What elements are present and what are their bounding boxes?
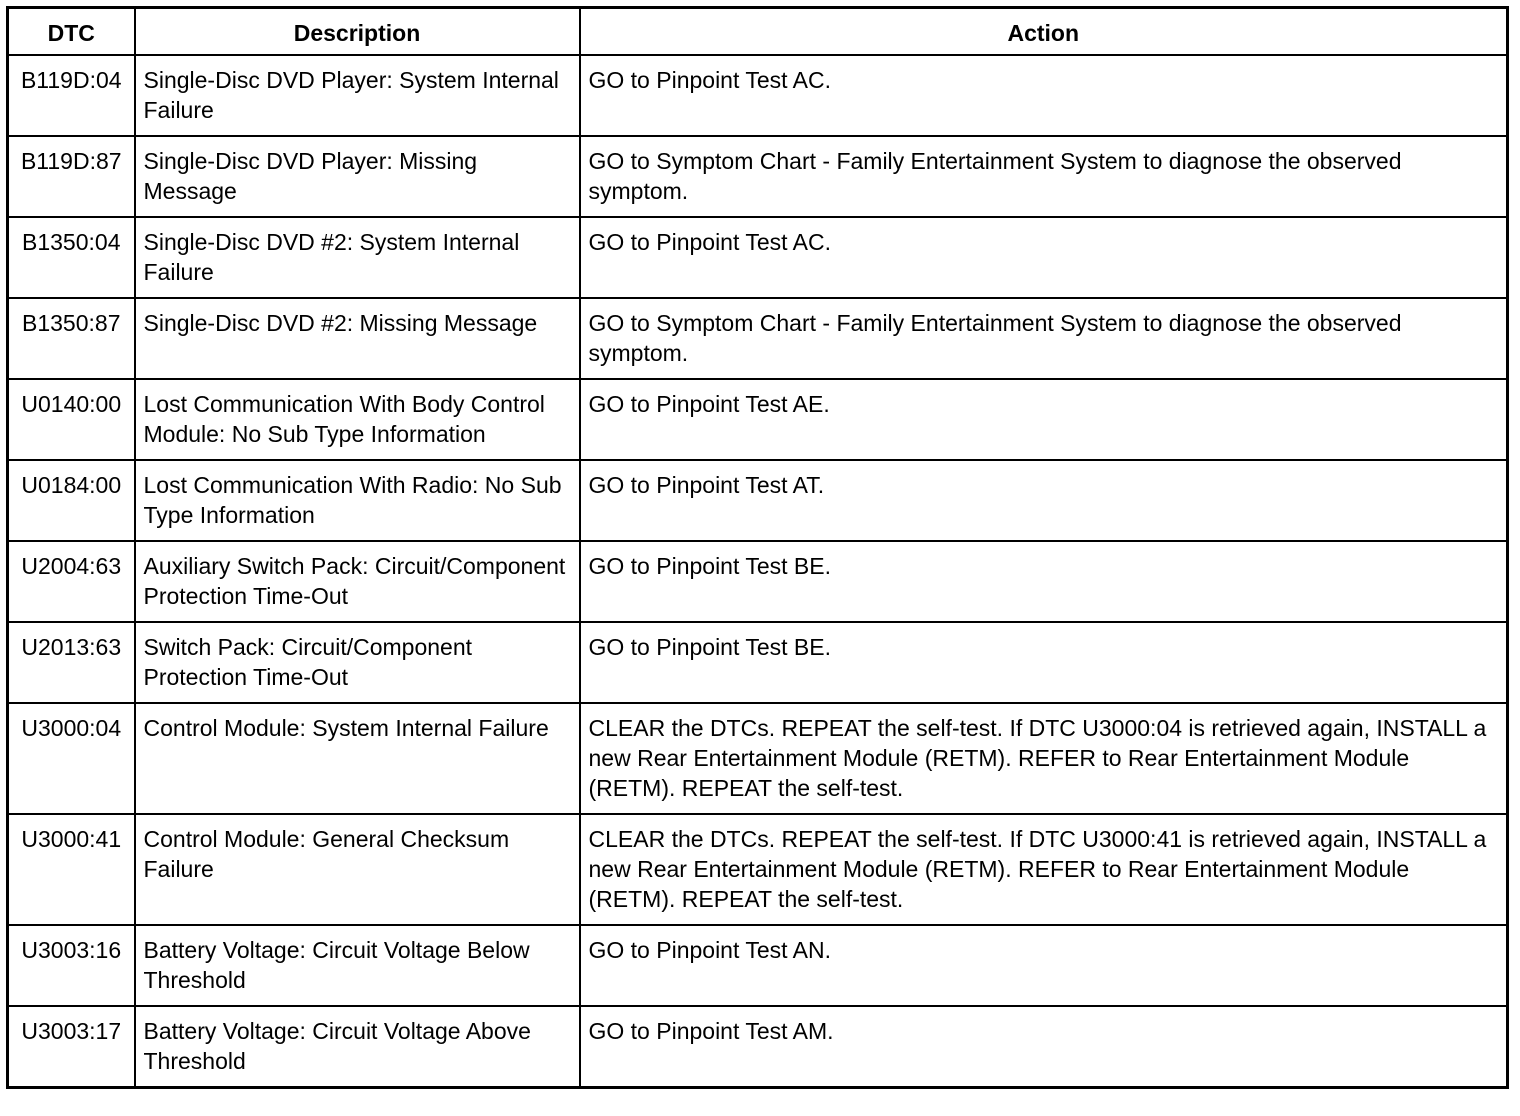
dtc-code: U3003:16	[8, 925, 135, 1006]
table-row	[8, 814, 1508, 925]
table-row	[8, 460, 1508, 541]
dtc-description: Battery Voltage: Circuit Voltage Above Threshold	[135, 1006, 580, 1088]
dtc-description: Single-Disc DVD Player: Missing Message	[135, 136, 580, 217]
dtc-action: GO to Pinpoint Test AT.	[580, 460, 1508, 541]
dtc-action: GO to Pinpoint Test AC.	[580, 217, 1508, 298]
dtc-code: U0140:00	[8, 379, 135, 460]
table-body	[8, 55, 1508, 1088]
header-action: Action	[580, 8, 1508, 56]
dtc-action: GO to Pinpoint Test AE.	[580, 379, 1508, 460]
dtc-description: Control Module: System Internal Failure	[135, 703, 580, 814]
dtc-description: Lost Communication With Radio: No Sub Type Information	[135, 460, 580, 541]
dtc-code: U3000:41	[8, 814, 135, 925]
dtc-description: Control Module: General Checksum Failure	[135, 814, 580, 925]
dtc-code: U2013:63	[8, 622, 135, 703]
dtc-action: GO to Pinpoint Test BE.	[580, 541, 1508, 622]
table-row	[8, 541, 1508, 622]
dtc-action: GO to Pinpoint Test AM.	[580, 1006, 1508, 1088]
header-dtc: DTC	[8, 8, 135, 56]
dtc-description: Switch Pack: Circuit/Component Protection Time-Out	[135, 622, 580, 703]
dtc-description: Single-Disc DVD Player: System Internal Failure	[135, 55, 580, 136]
dtc-code: U0184:00	[8, 460, 135, 541]
dtc-action: GO to Pinpoint Test AC.	[580, 55, 1508, 136]
dtc-action: CLEAR the DTCs. REPEAT the self-test. If DTC U3000:04 is retrieved again, INSTALL a new Rear Entertainment Module (RETM). REFER to Rear Entertainment Module (RETM). REPEAT the self-test.	[580, 703, 1508, 814]
dtc-code: U3000:04	[8, 703, 135, 814]
dtc-code: B119D:87	[8, 136, 135, 217]
dtc-code: B1350:87	[8, 298, 135, 379]
dtc-action: GO to Pinpoint Test AN.	[580, 925, 1508, 1006]
table-row	[8, 217, 1508, 298]
table-row	[8, 703, 1508, 814]
table-row	[8, 298, 1508, 379]
table-row	[8, 622, 1508, 703]
table-header	[8, 8, 1508, 56]
dtc-action: GO to Pinpoint Test BE.	[580, 622, 1508, 703]
dtc-code: U2004:63	[8, 541, 135, 622]
dtc-code: B119D:04	[8, 55, 135, 136]
dtc-action: CLEAR the DTCs. REPEAT the self-test. If DTC U3000:41 is retrieved again, INSTALL a new Rear Entertainment Module (RETM). REFER to Rear Entertainment Module (RETM). REPEAT the self-test.	[580, 814, 1508, 925]
dtc-action: GO to Symptom Chart - Family Entertainment System to diagnose the observed symptom.	[580, 136, 1508, 217]
dtc-action: GO to Symptom Chart - Family Entertainment System to diagnose the observed symptom.	[580, 298, 1508, 379]
table-row	[8, 1006, 1508, 1088]
table-row	[8, 379, 1508, 460]
table-row	[8, 55, 1508, 136]
table-row	[8, 136, 1508, 217]
dtc-code: B1350:04	[8, 217, 135, 298]
header-row	[8, 8, 1508, 56]
dtc-description: Single-Disc DVD #2: System Internal Failure	[135, 217, 580, 298]
dtc-description: Auxiliary Switch Pack: Circuit/Component Protection Time-Out	[135, 541, 580, 622]
dtc-description: Battery Voltage: Circuit Voltage Below Threshold	[135, 925, 580, 1006]
dtc-code: U3003:17	[8, 1006, 135, 1088]
dtc-description: Single-Disc DVD #2: Missing Message	[135, 298, 580, 379]
header-description: Description	[135, 8, 580, 56]
dtc-table	[6, 6, 1509, 1089]
table-row	[8, 925, 1508, 1006]
dtc-description: Lost Communication With Body Control Module: No Sub Type Information	[135, 379, 580, 460]
